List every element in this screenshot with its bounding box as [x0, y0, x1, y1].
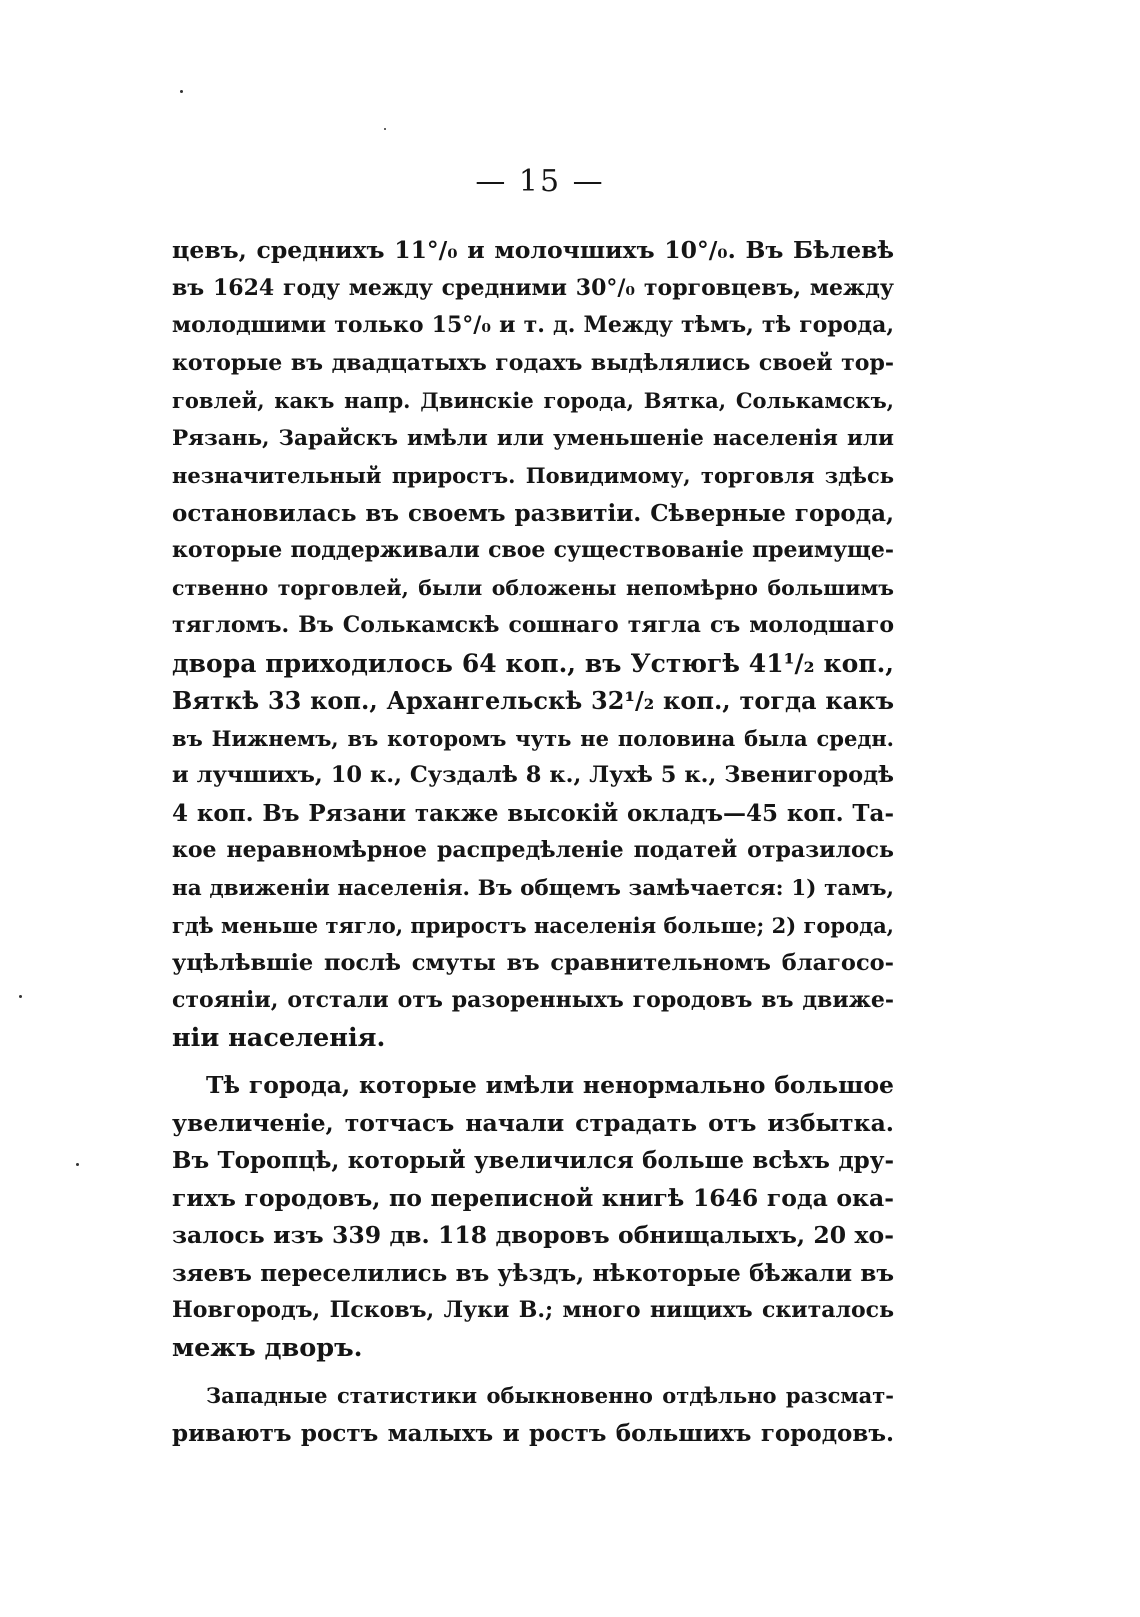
text-line: кое неравномѣрное распредѣленіе податей отразилось — [172, 837, 894, 863]
text-line: уцѣлѣвшіе послѣ смуты въ сравнительномъ благосо- — [172, 949, 894, 976]
text-line: риваютъ ростъ малыхъ и ростъ большихъ городовъ. — [172, 1419, 894, 1447]
paragraph-gap — [172, 1367, 894, 1377]
text-line: залось изъ 339 дв. 118 дворовъ обнищалыхъ, 20 хо- — [172, 1221, 894, 1249]
scan-speck — [180, 90, 183, 93]
paragraph — [172, 1377, 894, 1452]
text-line: Рязань, Зарайскъ имѣли или уменьшеніе населенія или — [172, 425, 894, 451]
scan-speck — [19, 995, 22, 998]
text-line: Тѣ города, которые имѣли ненормально большое — [206, 1071, 894, 1099]
text-line: гдѣ меньше тягло, приростъ населенія больше; 2) города, — [172, 913, 894, 938]
paragraph — [172, 1067, 894, 1367]
text-line: въ Нижнемъ, въ которомъ чуть не половина была средн. — [172, 725, 894, 751]
text-line: которые въ двадцатыхъ годахъ выдѣлялись своей тор- — [172, 349, 894, 376]
scan-speck — [384, 128, 386, 130]
text-line: Въ Торопцѣ, который увеличился больше всѣхъ дру- — [172, 1147, 894, 1174]
text-line: увеличеніе, тотчасъ начали страдать отъ избытка. — [172, 1108, 894, 1137]
text-line: на движеніи населенія. Въ общемъ замѣчается: 1) тамъ, — [172, 875, 894, 901]
text-line: ственно торговлей, были обложены непомѣрно большимъ — [172, 575, 894, 600]
text-line: и лучшихъ, 10 к., Суздалѣ 8 к., Лухѣ 5 к., Звенигородѣ — [172, 762, 894, 788]
text-line: стояніи, отстали отъ разоренныхъ городовъ въ движе- — [172, 987, 894, 1013]
text-line: Новгородъ, Псковъ, Луки В.; много нищихъ скиталось — [172, 1297, 894, 1323]
text-line: зяевъ переселились въ уѣздъ, нѣкоторые бѣжали въ — [172, 1259, 894, 1287]
text-line: говлей, какъ напр. Двинскіе города, Вятка, Солькамскъ, — [172, 388, 894, 413]
text-line: цевъ, среднихъ 11°/₀ и молочшихъ 10°/₀. Въ Бѣлевѣ — [172, 236, 894, 264]
scan-speck — [76, 1163, 79, 1166]
text-line: межъ дворъ. — [172, 1332, 363, 1363]
text-line: ніи населенія. — [172, 1022, 386, 1053]
body-text — [172, 232, 894, 1452]
text-line: остановилась въ своемъ развитіи. Сѣверные города, — [172, 499, 894, 527]
text-line: незначительный приростъ. Повидимому, торговля здѣсь — [172, 463, 894, 488]
text-line: гихъ городовъ, по переписной книгѣ 1646 года ока- — [172, 1183, 894, 1212]
text-line: въ 1624 году между средними 30°/₀ торговцевъ, между — [172, 274, 894, 301]
text-line: Вяткѣ 33 коп., Архангельскѣ 32¹/₂ коп., тогда какъ — [172, 686, 894, 715]
page-number: — 15 — — [475, 164, 605, 199]
text-line: 4 коп. Въ Рязани также высокій окладъ—45 коп. Та- — [172, 799, 894, 827]
text-line: молодшими только 15°/₀ и т. д. Между тѣмъ, тѣ города, — [172, 312, 894, 338]
paragraph — [172, 232, 894, 1057]
text-line: двора приходилось 64 коп., въ Устюгѣ 41¹/₂ коп., — [172, 648, 894, 678]
text-line: Западные статистики обыкновенно отдѣльно разсмат- — [206, 1383, 894, 1408]
text-line: тягломъ. Въ Солькамскѣ сошнаго тягла съ молодшаго — [172, 612, 894, 638]
paragraph-gap — [172, 1057, 894, 1067]
text-line: которые поддерживали свое существованіе преимуще- — [172, 537, 894, 563]
